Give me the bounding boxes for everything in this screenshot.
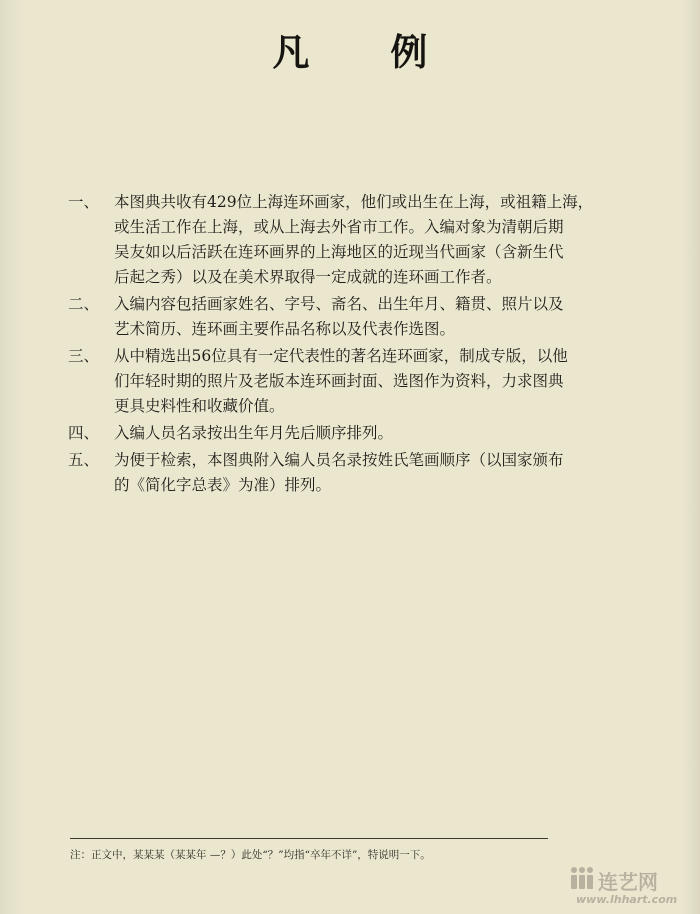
list-item	[68, 448, 668, 498]
item-text	[114, 292, 668, 342]
text-line: 从中精选出56位具有一定代表性的著名连环画家，制成专版，以他	[114, 347, 568, 365]
item-number: 五、	[68, 451, 100, 469]
item-text	[114, 190, 668, 290]
text-line: 入编内容包括画家姓名、字号、斋名、出生年月、籍贯、照片以及	[114, 295, 564, 313]
text-line: 为便于检索，本图典附入编人员名录按姓氏笔画顺序（以国家颁布	[114, 451, 564, 469]
text-line: 们年轻时期的照片及老版本连环画封面、选图作为资料，力求图典	[114, 372, 564, 390]
item-text	[114, 344, 668, 419]
list-item	[68, 190, 668, 290]
watermark-name: 连艺网	[598, 870, 658, 894]
text-line: 后起之秀）以及在美术界取得一定成就的连环画工作者。	[114, 268, 502, 286]
item-text	[114, 448, 668, 498]
footnote: 注：正文中，某某某（某某年 —？）此处“？”均指“卒年不详”，特说明一下。	[70, 849, 431, 861]
list-item	[68, 344, 668, 419]
list-item	[68, 292, 668, 342]
item-number: 二、	[68, 295, 100, 313]
text-line: 吴友如以后活跃在连环画界的上海地区的近现当代画家（含新生代	[114, 243, 564, 261]
watermark-url: www.lhhart.com	[576, 893, 678, 906]
text-line: 更具史料性和收藏价值。	[114, 397, 285, 415]
watermark	[568, 866, 688, 908]
item-text	[114, 421, 668, 446]
item-number: 三、	[68, 347, 100, 365]
rules-list	[68, 190, 668, 500]
footnote-divider	[70, 838, 548, 839]
list-item	[68, 421, 668, 446]
text-line: 入编人员名录按出生年月先后顺序排列。	[114, 424, 394, 442]
text-line: 本图典共收有429位上海连环画家，他们或出生在上海，或祖籍上海，	[114, 193, 594, 211]
watermark-logo-icon	[568, 866, 596, 892]
text-line: 艺术简历、连环画主要作品名称以及代表作选图。	[114, 320, 456, 338]
text-line: 的《简化字总表》为准）排列。	[114, 476, 332, 494]
item-number: 一、	[68, 193, 100, 211]
page-title: 凡 例	[272, 31, 462, 74]
item-number: 四、	[68, 424, 100, 442]
text-line: 或生活工作在上海，或从上海去外省市工作。入编对象为清朝后期	[114, 218, 564, 236]
